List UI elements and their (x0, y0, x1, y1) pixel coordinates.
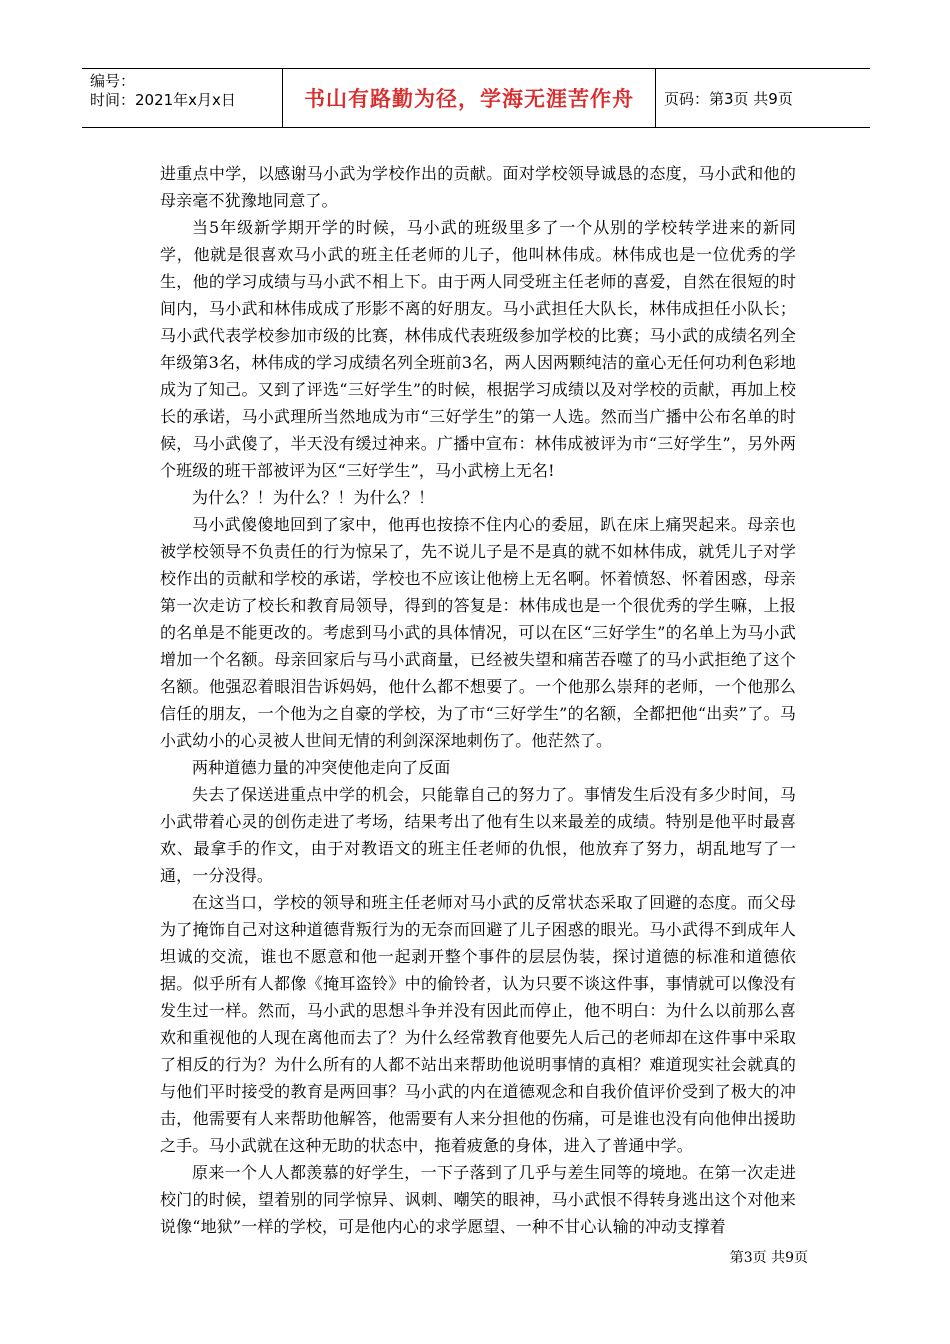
paragraph: 在这当口，学校的领导和班主任老师对马小武的反常状态采取了回避的态度。而父母为了掩饰自己对这种道德背叛行为的无奈而回避了儿子困惑的眼光。马小武得不到成年人坦诚的交流，谁也不愿意和他一起剥开整个事件的层层伪装，探讨道德的标准和道德依据。似乎所有人都像《掩耳盗铃》中的偷铃者，认为只要不谈这件事，事情就可以像没有发生过一样。然而，马小武的思想斗争并没有因此而停止，他不明白：为什么以前那么喜欢和重视他的人现在离他而去了？为什么经常教育他要先人后己的老师却在这件事中采取了相反的行为？为什么所有的人都不站出来帮助他说明事情的真相？难道现实社会就真的与他们平时接受的教育是两回事？马小武的内在道德观念和自我价值评价受到了极大的冲击，他需要有人来帮助他解答，他需要有人来分担他的伤痛，可是谁也没有向他伸出援助之手。马小武就在这种无助的状态中，拖着疲惫的身体，进入了普通中学。 (160, 893, 796, 1155)
page-header (82, 68, 870, 128)
document-time-label: 时间：2021年x月x日 (90, 91, 236, 109)
document-body (160, 160, 796, 1240)
paragraph: 为什么？！为什么？！为什么？！ (192, 488, 435, 507)
page-footer: 第3页 共9页 (729, 1250, 808, 1266)
section-heading: 两种道德力量的冲突使他走向了反面 (192, 758, 451, 777)
paragraph: 当5年级新学期开学的时候，马小武的班级里多了一个从别的学校转学进来的新同学，他就是很喜欢马小武的班主任老师的儿子，他叫林伟成。林伟成也是一位优秀的学生，他的学习成绩与马小武不相上下。由于两人同受班主任老师的喜爱，自然在很短的时间内，马小武和林伟成成了形影不离的好朋友。马小武担任大队长，林伟成担任小队长；马小武代表学校参加市级的比赛，林伟成代表班级参加学校的比赛；马小武的成绩名列全年级第3名，林伟成的学习成绩名列全班前3名，两人因两颗纯洁的童心无任何功利色彩地成为了知己。又到了评选“三好学生”的时候，根据学习成绩以及对学校的贡献，再加上校长的承诺，马小武理所当然地成为市“三好学生”的第一人选。然而当广播中公布名单的时候，马小武傻了，半天没有缓过神来。广播中宣布：林伟成被评为市“三好学生”，另外两个班级的班干部被评为区“三好学生”，马小武榜上无名! (160, 218, 796, 480)
header-motto: 书山有路勤为径，学海无涯苦作舟 (283, 69, 656, 127)
paragraph: 进重点中学，以感谢马小武为学校作出的贡献。面对学校领导诚恳的态度，马小武和他的母亲毫不犹豫地同意了。 (160, 164, 796, 210)
paragraph: 原来一个人人都羡慕的好学生，一下子落到了几乎与差生同等的境地。在第一次走进校门的时候，望着别的同学惊异、讽刺、嘲笑的眼神，马小武恨不得转身逃出这个对他来说像“地狱”一样的学校，可是他内心的求学愿望、一种不甘心认输的冲动支撑着 (160, 1163, 796, 1236)
paragraph: 马小武傻傻地回到了家中，他再也按捺不住内心的委屈，趴在床上痛哭起来。母亲也被学校领导不负责任的行为惊呆了，先不说儿子是不是真的就不如林伟成，就凭儿子对学校作出的贡献和学校的承诺，学校也不应该让他榜上无名啊。怀着愤怒、怀着困惑，母亲第一次走访了校长和教育局领导，得到的答复是：林伟成也是一个很优秀的学生嘛，上报的名单是不能更改的。考虑到马小武的具体情况，可以在区“三好学生”的名单上为马小武增加一个名额。母亲回家后与马小武商量，已经被失望和痛苦吞噬了的马小武拒绝了这个名额。他强忍着眼泪告诉妈妈，他什么都不想要了。一个他那么崇拜的老师，一个他那么信任的朋友，一个他为之自豪的学校，为了市“三好学生”的名额，全都把他“出卖”了。马小武幼小的心灵被人世间无情的利剑深深地刺伤了。他茫然了。 (160, 515, 796, 750)
paragraph: 失去了保送进重点中学的机会，只能靠自己的努力了。事情发生后没有多少时间，马小武带着心灵的创伤走进了考场，结果考出了他有生以来最差的成绩。特别是他平时最喜欢、最拿手的作文，由于对教语文的班主任老师的仇恨，他放弃了努力，胡乱地写了一通，一分没得。 (160, 785, 796, 885)
document-number-label: 编号： (90, 72, 136, 90)
header-page-number: 页码：第3页 共9页 (664, 89, 793, 108)
header-meta (82, 69, 283, 127)
